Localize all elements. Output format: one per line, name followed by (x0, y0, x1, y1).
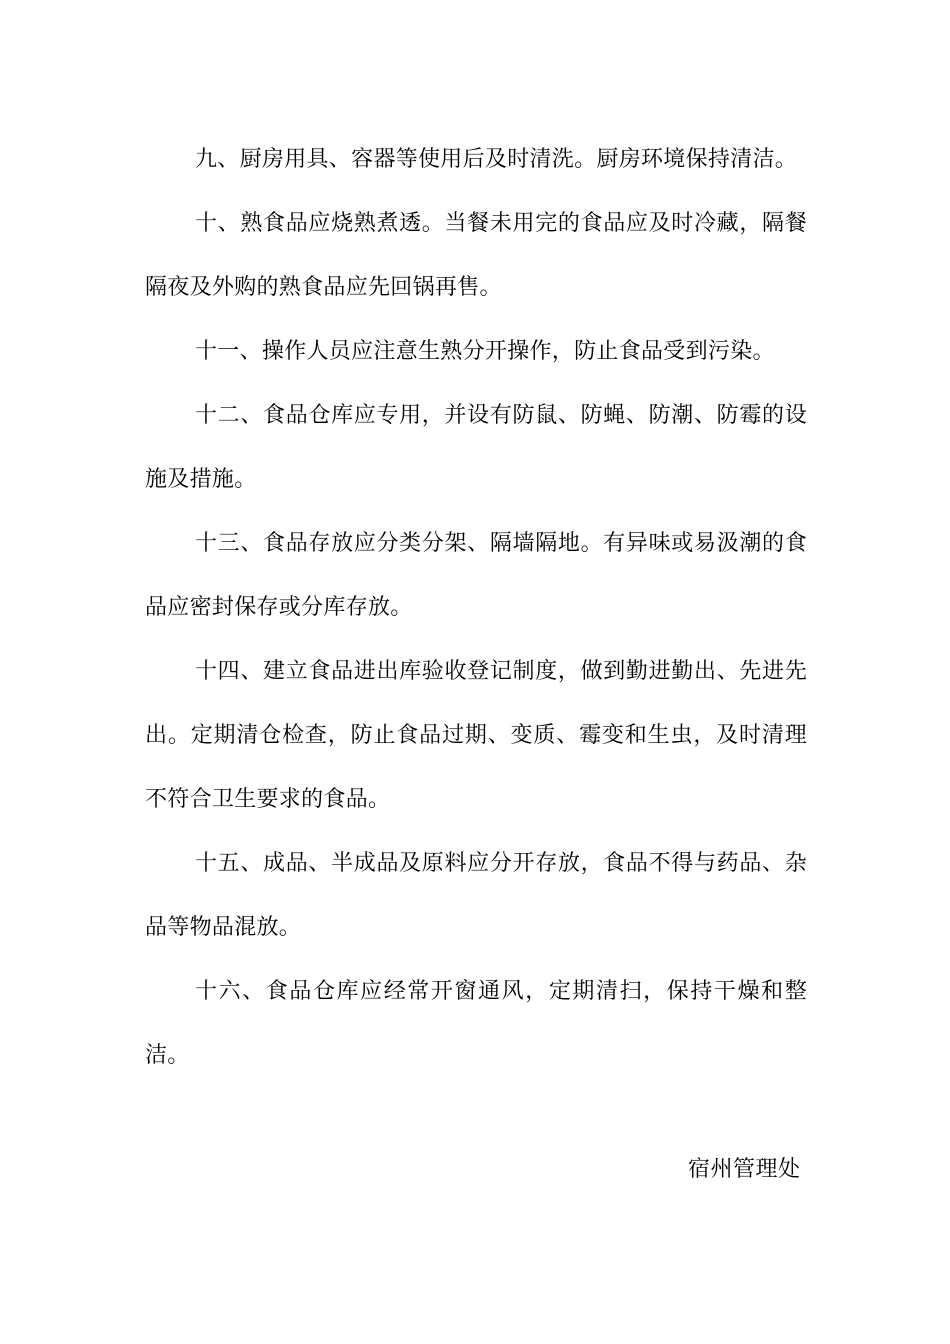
paragraph-item-15: 十五、成品、半成品及原料应分开存放，食品不得与药品、杂品等物品混放。 (145, 851, 807, 940)
paragraph-item-12: 十二、食品仓库应专用，并设有防鼠、防蝇、防潮、防霉的设施及措施。 (145, 403, 807, 492)
paragraph-item-10: 十、熟食品应烧熟煮透。当餐未用完的食品应及时冷藏，隔餐隔夜及外购的熟食品应先回锅再售。 (145, 211, 807, 300)
document-body (145, 128, 807, 1088)
paragraph-item-16: 十六、食品仓库应经常开窗通风，定期清扫，保持干燥和整洁。 (145, 979, 807, 1068)
paragraph-item-11: 十一、操作人员应注意生熟分开操作，防止食品受到污染。 (195, 339, 775, 364)
paragraph-item-13: 十三、食品存放应分类分架、隔墙隔地。有异味或易汲潮的食品应密封保存或分库存放。 (145, 531, 807, 620)
signature-organization: 宿州管理处 (688, 1157, 801, 1182)
paragraph-item-9: 九、厨房用具、容器等使用后及时清洗。厨房环境保持清洁。 (195, 147, 798, 172)
paragraph-item-14: 十四、建立食品进出库验收登记制度，做到勤进勤出、先进先出。定期清仓检查，防止食品过期、变质、霉变和生虫，及时清理不符合卫生要求的食品。 (145, 659, 807, 812)
